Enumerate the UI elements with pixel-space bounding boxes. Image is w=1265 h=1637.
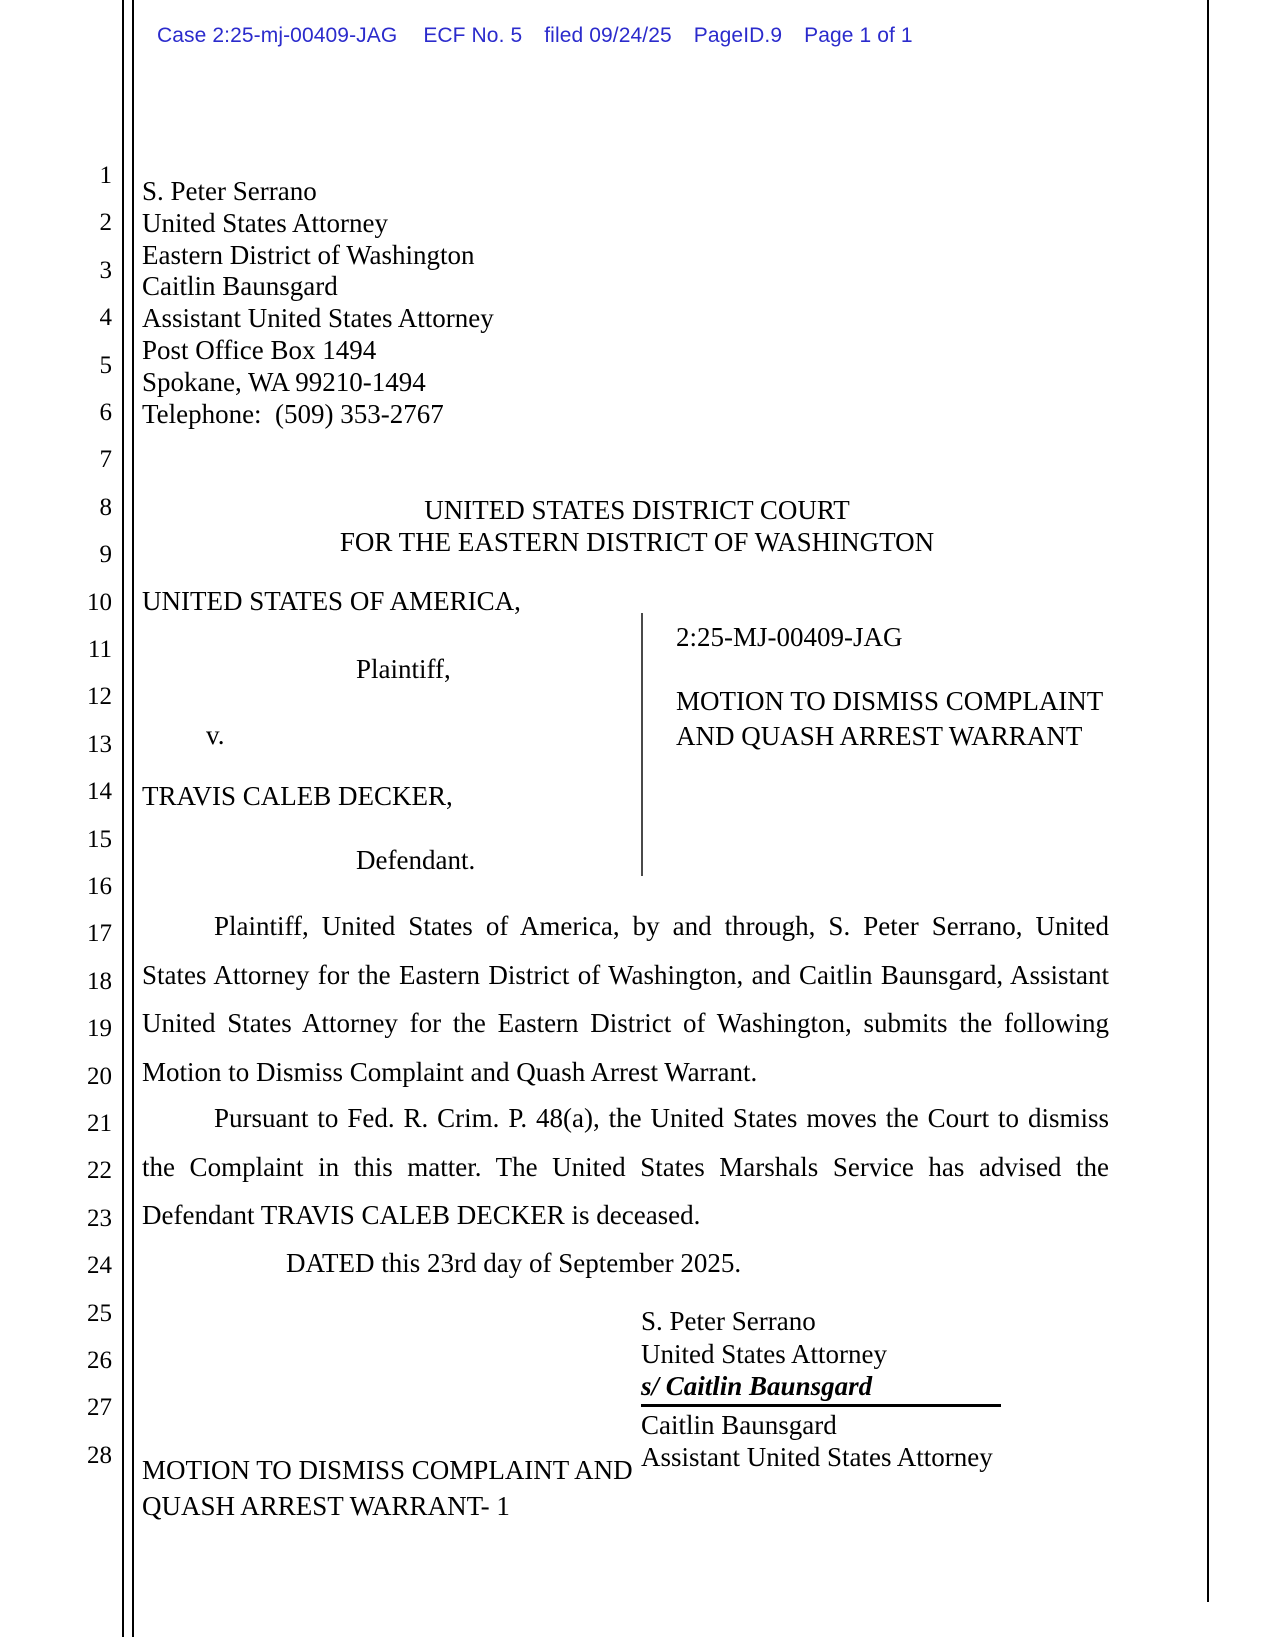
line-number-14: 14 xyxy=(87,778,112,806)
line-number-12: 12 xyxy=(87,683,112,711)
document-footer xyxy=(142,1452,633,1524)
line-number-10: 10 xyxy=(87,588,112,616)
line-number-3: 3 xyxy=(99,256,112,284)
attorney-block-line-2: United States Attorney xyxy=(142,207,388,238)
ecf-pageid: PageID.9 xyxy=(693,24,783,47)
line-number-5: 5 xyxy=(99,351,112,379)
line-number-23: 23 xyxy=(87,1204,112,1232)
caption-vertical-divider xyxy=(641,613,643,876)
line-number-4: 4 xyxy=(99,304,112,332)
attorney-block-line-1: S. Peter Serrano xyxy=(142,176,317,206)
signer-name: Caitlin Baunsgard xyxy=(641,1409,837,1440)
body-paragraph-1: Plaintiff, United States of America, by and through, S. Peter Serrano, United States Attorney for the Eastern District of Washington, and Caitlin Baunsgard, Assistant United States Attorney for the Eastern District of Washington, submits the following Motion to Dismiss Complaint and Quash Arrest Warrant. xyxy=(142,911,1109,1087)
line-number-26: 26 xyxy=(87,1347,112,1374)
line-number-1: 1 xyxy=(99,162,112,189)
line-number-8: 8 xyxy=(99,493,112,521)
court-heading xyxy=(142,494,1132,558)
body-paragraph-2: Pursuant to Fed. R. Crim. P. 48(a), the United States moves the Court to dismiss the Complaint in this matter. The United States Marshals Service has advised the Defendant TRAVIS CALEB DECKER is deceased. xyxy=(142,1103,1109,1230)
electronic-signature: s/ Caitlin Baunsgard xyxy=(641,1371,873,1401)
ecf-case-number: Case 2:25-mj-00409-JAG xyxy=(157,24,398,47)
caption-defendant-name: TRAVIS CALEB DECKER, xyxy=(142,781,453,811)
line-number-24: 24 xyxy=(87,1252,112,1280)
caption-defendant-label: Defendant. xyxy=(356,845,476,875)
signer-title: Assistant United States Attorney xyxy=(641,1442,993,1472)
attorney-block-line-4: Caitlin Baunsgard xyxy=(142,271,338,302)
footer-line-2: QUASH ARREST WARRANT- 1 xyxy=(142,1491,510,1521)
line-number-28: 28 xyxy=(87,1441,112,1469)
line-number-11: 11 xyxy=(87,636,112,663)
line-number-2: 2 xyxy=(99,209,112,237)
ecf-page-count: Page 1 of 1 xyxy=(804,24,913,47)
left-margin-rule-inner xyxy=(132,0,134,1637)
attorney-block-line-5: Assistant United States Attorney xyxy=(142,303,494,334)
line-number-column xyxy=(0,0,112,1637)
line-number-19: 19 xyxy=(87,1015,112,1043)
line-number-22: 22 xyxy=(87,1157,112,1185)
attorney-block-line-8: Telephone: (509) 353-2767 xyxy=(142,398,444,429)
line-number-6: 6 xyxy=(99,399,112,426)
signature-attorney-title: United States Attorney xyxy=(641,1338,887,1369)
line-number-16: 16 xyxy=(87,873,112,900)
ecf-document-number: ECF No. 5 xyxy=(423,24,523,47)
caption-document-title-line-1: MOTION TO DISMISS COMPLAINT xyxy=(676,686,1104,716)
signature-attorney-name: S. Peter Serrano xyxy=(641,1306,816,1336)
signature-line xyxy=(641,1404,1001,1407)
caption-case-number: 2:25-MJ-00409-JAG xyxy=(676,622,903,652)
line-number-7: 7 xyxy=(99,446,112,474)
caption-document-title-line-2: AND QUASH ARREST WARRANT xyxy=(676,721,1083,751)
attorney-block-line-7: Spokane, WA 99210-1494 xyxy=(142,366,426,397)
caption-document-title xyxy=(676,684,1103,754)
attorney-block-line-3: Eastern District of Washington xyxy=(142,239,475,270)
caption-plaintiff-name: UNITED STATES OF AMERICA, xyxy=(142,586,521,616)
attorney-block-line-6: Post Office Box 1494 xyxy=(142,335,377,365)
line-number-15: 15 xyxy=(87,825,112,853)
line-number-21: 21 xyxy=(87,1110,112,1137)
line-number-9: 9 xyxy=(99,541,112,569)
line-number-13: 13 xyxy=(87,730,112,758)
line-number-20: 20 xyxy=(87,1062,112,1090)
right-margin-rule xyxy=(1207,0,1209,1602)
footer-line-1: MOTION TO DISMISS COMPLAINT AND xyxy=(142,1455,633,1485)
court-heading-line-1: UNITED STATES DISTRICT COURT xyxy=(424,495,850,525)
line-number-17: 17 xyxy=(87,920,112,948)
line-number-25: 25 xyxy=(87,1299,112,1327)
court-heading-line-2: FOR THE EASTERN DISTRICT OF WASHINGTON xyxy=(339,527,935,557)
caption-plaintiff-label: Plaintiff, xyxy=(356,654,451,684)
signature-block xyxy=(641,1305,1001,1474)
ecf-filed-date: filed 09/24/25 xyxy=(544,24,672,47)
line-number-27: 27 xyxy=(87,1394,112,1422)
document-body xyxy=(142,0,1197,1637)
left-margin-rule-outer xyxy=(122,0,124,1637)
line-number-18: 18 xyxy=(87,967,112,995)
dated-line: DATED this 23rd day of September 2025. xyxy=(286,1248,742,1278)
caption-versus: v. xyxy=(206,720,225,750)
